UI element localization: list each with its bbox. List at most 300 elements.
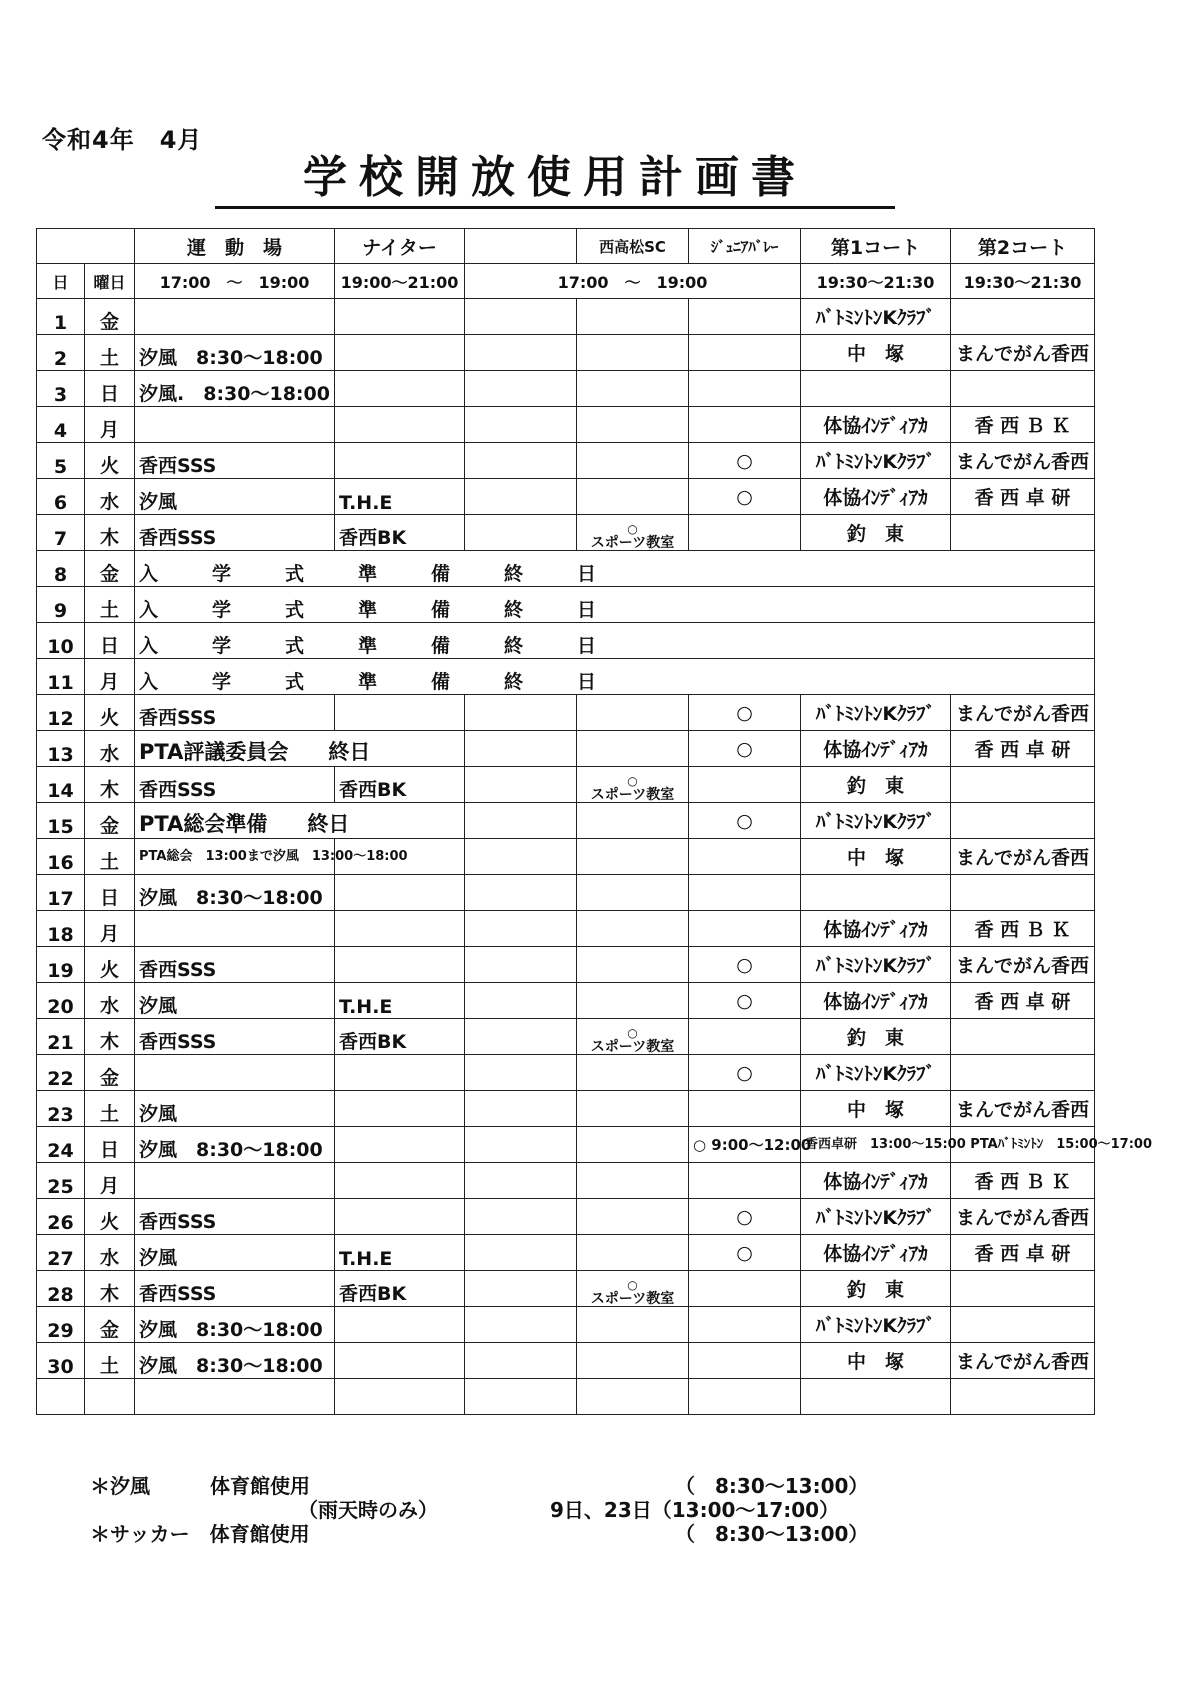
table-row: [37, 407, 1095, 443]
court1-cell: 香西卓研 13:00～15:00 PTAﾊﾞﾄﾐﾝﾄﾝ 15:00～17:00: [801, 1127, 951, 1163]
blank-cell: [465, 407, 577, 443]
naitaa-cell: 香西BK: [335, 1271, 465, 1307]
court2-cell: [951, 299, 1095, 335]
court2-cell: [951, 1271, 1095, 1307]
court1-cell: [801, 371, 951, 407]
junior-volley-cell: [689, 875, 801, 911]
subheader-gym-time: 17:00 ～ 19:00: [465, 264, 801, 299]
day-number: 24: [37, 1127, 85, 1163]
court2-cell: [951, 803, 1095, 839]
table-row: [37, 587, 1095, 623]
nishitakamatsu-cell: [577, 947, 689, 983]
court1-cell: ﾊﾞﾄﾐﾝﾄﾝKｸﾗﾌﾞ: [801, 1199, 951, 1235]
weekday: 水: [85, 731, 135, 767]
table-row: [37, 299, 1095, 335]
table-row: [37, 479, 1095, 515]
header-row: [37, 229, 1095, 264]
nishitakamatsu-cell: [577, 1019, 689, 1055]
full-day-event-name: 入学式準備: [139, 635, 505, 657]
junior-volley-cell: [689, 1343, 801, 1379]
weekday: 火: [85, 1199, 135, 1235]
naitaa-cell: 香西BK: [335, 767, 465, 803]
blank-cell: [465, 1127, 577, 1163]
court1-cell: ﾊﾞﾄﾐﾝﾄﾝKｸﾗﾌﾞ: [801, 695, 951, 731]
table-row: [37, 1199, 1095, 1235]
sports-mark: ○: [627, 1026, 638, 1040]
naitaa-cell: [335, 443, 465, 479]
full-day-event-name: 入学式準備: [139, 671, 505, 693]
header-blank-2: [465, 229, 577, 264]
naitaa-cell: [335, 299, 465, 335]
court1-cell: 釣 東: [801, 767, 951, 803]
court1-cell: ﾊﾞﾄﾐﾝﾄﾝKｸﾗﾌﾞ: [801, 299, 951, 335]
court1-cell: ﾊﾞﾄﾐﾝﾄﾝKｸﾗﾌﾞ: [801, 947, 951, 983]
table-row: [37, 659, 1095, 695]
table-row: [37, 1019, 1095, 1055]
weekday: 日: [85, 1127, 135, 1163]
naitaa-cell: [335, 947, 465, 983]
undoujou-cell: 香西SSS: [135, 695, 335, 731]
weekday: [85, 1379, 135, 1415]
blank-cell: [465, 1199, 577, 1235]
court1-cell: 体協ｲﾝﾃﾞｨｱｶ: [801, 1235, 951, 1271]
naitaa-cell: [335, 695, 465, 731]
naitaa-cell: [335, 1379, 465, 1415]
wide-event-duration: 終日: [307, 812, 350, 836]
nishitakamatsu-cell: [577, 1343, 689, 1379]
nishitakamatsu-cell: [577, 695, 689, 731]
nishitakamatsu-cell: [577, 1055, 689, 1091]
blank-cell: [465, 695, 577, 731]
court2-cell: 香 西 Ｂ Ｋ: [951, 911, 1095, 947]
schedule-table: [36, 228, 1152, 1415]
court2-cell: まんでがん香西: [951, 947, 1095, 983]
nishitakamatsu-cell: [577, 767, 689, 803]
nishitakamatsu-cell: [577, 443, 689, 479]
table-row: [37, 695, 1095, 731]
blank-cell: [465, 299, 577, 335]
junior-volley-cell: ○: [689, 695, 801, 731]
nishitakamatsu-cell: [577, 1127, 689, 1163]
day-number: 30: [37, 1343, 85, 1379]
court1-cell: 釣 東: [801, 1271, 951, 1307]
sports-mark: ○: [627, 774, 638, 788]
junior-volley-cell: [689, 515, 801, 551]
undoujou-cell: 汐風 8:30～18:00: [135, 335, 335, 371]
blank-cell: [465, 1379, 577, 1415]
nishitakamatsu-cell: [577, 371, 689, 407]
naitaa-cell: [335, 1127, 465, 1163]
nishitakamatsu-cell: [577, 1163, 689, 1199]
court2-cell: [951, 767, 1095, 803]
day-number: 2: [37, 335, 85, 371]
undoujou-cell: 汐風 8:30～18:00: [135, 1307, 335, 1343]
subheader-court2-time: 19:30～21:30: [951, 264, 1095, 299]
subheader-weekday: 曜日: [85, 264, 135, 299]
table-row: [37, 875, 1095, 911]
subheader-court1-time: 19:30～21:30: [801, 264, 951, 299]
weekday: 金: [85, 1055, 135, 1091]
nishitakamatsu-cell: [577, 335, 689, 371]
full-day-event: [135, 659, 1095, 695]
naitaa-cell: 香西BK: [335, 1019, 465, 1055]
naitaa-cell: [335, 911, 465, 947]
table-row: [37, 1379, 1095, 1415]
naitaa-cell: [335, 1343, 465, 1379]
nishitakamatsu-cell: [577, 731, 689, 767]
header-nishitakamatsu: 西高松SC: [577, 229, 689, 264]
court1-cell: 体協ｲﾝﾃﾞｨｱｶ: [801, 407, 951, 443]
junior-volley-cell: [689, 371, 801, 407]
court2-cell: まんでがん香西: [951, 443, 1095, 479]
court2-cell: [951, 371, 1095, 407]
blank-cell: [465, 1091, 577, 1127]
day-number: 6: [37, 479, 85, 515]
header-naitaa: ナイター: [335, 229, 465, 264]
full-day-event-duration: 終日: [504, 599, 651, 621]
court2-cell: まんでがん香西: [951, 695, 1095, 731]
blank-cell: [465, 1343, 577, 1379]
day-number: 7: [37, 515, 85, 551]
nishitakamatsu-cell: [577, 407, 689, 443]
blank-cell: [465, 947, 577, 983]
table-row: [37, 983, 1095, 1019]
junior-volley-cell: [689, 1019, 801, 1055]
undoujou-cell: [135, 1379, 335, 1415]
day-number: 11: [37, 659, 85, 695]
junior-volley-cell: [689, 299, 801, 335]
note-line3-left: ＊サッカー 体育館使用: [90, 1522, 310, 1546]
court2-cell: 香 西 卓 研: [951, 479, 1095, 515]
weekday: 月: [85, 659, 135, 695]
weekday: 日: [85, 623, 135, 659]
naitaa-cell: T.H.E: [335, 1235, 465, 1271]
day-number: 23: [37, 1091, 85, 1127]
naitaa-cell: T.H.E: [335, 479, 465, 515]
table-row: [37, 1055, 1095, 1091]
undoujou-cell: 香西SSS: [135, 443, 335, 479]
table-row: [37, 515, 1095, 551]
court1-cell: 体協ｲﾝﾃﾞｨｱｶ: [801, 479, 951, 515]
subheader-undoujou-time: 17:00 ～ 19:00: [135, 264, 335, 299]
naitaa-cell: [335, 335, 465, 371]
junior-volley-cell: [689, 1271, 801, 1307]
undoujou-cell: 汐風: [135, 983, 335, 1019]
table-row: [37, 839, 1095, 875]
weekday: 水: [85, 983, 135, 1019]
court2-cell: まんでがん香西: [951, 1199, 1095, 1235]
junior-volley-cell: ○: [689, 947, 801, 983]
naitaa-cell: [335, 1307, 465, 1343]
court1-cell: ﾊﾞﾄﾐﾝﾄﾝKｸﾗﾌﾞ: [801, 443, 951, 479]
weekday: 木: [85, 515, 135, 551]
wide-event-name: PTA評議委員会: [139, 740, 289, 764]
table-row: [37, 551, 1095, 587]
weekday: 土: [85, 1091, 135, 1127]
blank-cell: [465, 1271, 577, 1307]
court2-cell: まんでがん香西: [951, 839, 1095, 875]
nishitakamatsu-cell: [577, 1271, 689, 1307]
day-number: 14: [37, 767, 85, 803]
naitaa-cell: [335, 1055, 465, 1091]
weekday: 木: [85, 1019, 135, 1055]
day-number: 17: [37, 875, 85, 911]
junior-volley-cell: [689, 335, 801, 371]
naitaa-cell: [335, 875, 465, 911]
table-row: [37, 623, 1095, 659]
day-number: 21: [37, 1019, 85, 1055]
nishitakamatsu-cell: [577, 1091, 689, 1127]
weekday: 月: [85, 911, 135, 947]
undoujou-cell: [135, 911, 335, 947]
day-number: [37, 1379, 85, 1415]
naitaa-cell: 香西BK: [335, 515, 465, 551]
weekday: 日: [85, 371, 135, 407]
junior-volley-cell: ○: [689, 443, 801, 479]
nishitakamatsu-cell: [577, 803, 689, 839]
naitaa-cell: [335, 1091, 465, 1127]
weekday: 木: [85, 1271, 135, 1307]
junior-volley-cell: [689, 1091, 801, 1127]
header-court2: 第2コート: [951, 229, 1095, 264]
full-day-event-name: 入学式準備: [139, 599, 505, 621]
undoujou-cell: 香西SSS: [135, 515, 335, 551]
blank-cell: [465, 875, 577, 911]
day-number: 15: [37, 803, 85, 839]
junior-volley-cell: ○: [689, 731, 801, 767]
full-day-event: [135, 587, 1095, 623]
subheader-row: [37, 264, 1095, 299]
court2-cell: 香 西 Ｂ Ｋ: [951, 407, 1095, 443]
weekday: 土: [85, 839, 135, 875]
court1-cell: 体協ｲﾝﾃﾞｨｱｶ: [801, 911, 951, 947]
court1-cell: 釣 東: [801, 515, 951, 551]
blank-cell: [465, 1055, 577, 1091]
day-number: 19: [37, 947, 85, 983]
day-number: 1: [37, 299, 85, 335]
day-number: 20: [37, 983, 85, 1019]
day-number: 12: [37, 695, 85, 731]
nishitakamatsu-cell: [577, 911, 689, 947]
day-number: 22: [37, 1055, 85, 1091]
junior-volley-cell: [689, 1163, 801, 1199]
court1-cell: ﾊﾞﾄﾐﾝﾄﾝKｸﾗﾌﾞ: [801, 1055, 951, 1091]
blank-cell: [465, 1307, 577, 1343]
weekday: 土: [85, 335, 135, 371]
blank-cell: [465, 443, 577, 479]
court1-cell: 中 塚: [801, 1091, 951, 1127]
header-blank: [37, 229, 135, 264]
blank-cell: [465, 911, 577, 947]
junior-volley-cell: ○: [689, 803, 801, 839]
day-number: 13: [37, 731, 85, 767]
court1-cell: 中 塚: [801, 839, 951, 875]
day-number: 9: [37, 587, 85, 623]
weekday: 日: [85, 875, 135, 911]
junior-volley-cell: ○: [689, 1235, 801, 1271]
court2-cell: 香 西 卓 研: [951, 1235, 1095, 1271]
table-row: [37, 1271, 1095, 1307]
header-junior-volley: ｼﾞｭﾆｱﾊﾞﾚｰ: [689, 229, 801, 264]
table-row: [37, 1235, 1095, 1271]
junior-volley-cell: ○ 9:00～12:00: [689, 1127, 801, 1163]
note-line2-right: 9日、23日（13:00～17:00）: [550, 1498, 840, 1522]
nishitakamatsu-cell: [577, 1307, 689, 1343]
nishitakamatsu-cell: [577, 299, 689, 335]
table-row: [37, 911, 1095, 947]
blank-cell: [465, 515, 577, 551]
table-row: [37, 1307, 1095, 1343]
full-day-event-duration: 終日: [504, 563, 651, 585]
undoujou-cell: [135, 1055, 335, 1091]
nishitakamatsu-cell: [577, 1235, 689, 1271]
undoujou-cell: 香西SSS: [135, 947, 335, 983]
day-number: 28: [37, 1271, 85, 1307]
junior-volley-cell: [689, 767, 801, 803]
court1-cell: ﾊﾞﾄﾐﾝﾄﾝKｸﾗﾌﾞ: [801, 1307, 951, 1343]
day-number: 25: [37, 1163, 85, 1199]
sports-class: スポーツ教室: [590, 1039, 675, 1055]
sports-class: スポーツ教室: [590, 787, 675, 803]
court1-cell: 体協ｲﾝﾃﾞｨｱｶ: [801, 731, 951, 767]
court2-cell: [951, 1055, 1095, 1091]
court2-cell: [951, 515, 1095, 551]
note-line2-left: （雨天時のみ）: [298, 1498, 438, 1522]
day-number: 16: [37, 839, 85, 875]
junior-volley-cell: [689, 1307, 801, 1343]
nishitakamatsu-cell: [577, 839, 689, 875]
naitaa-cell: T.H.E: [335, 983, 465, 1019]
sports-class: スポーツ教室: [590, 1291, 675, 1307]
header-undoujou: 運 動 場: [135, 229, 335, 264]
undoujou-cell: 汐風: [135, 479, 335, 515]
note-line1-left: ＊汐風 体育館使用: [90, 1474, 310, 1498]
undoujou-cell: 汐風 8:30～18:00: [135, 1127, 335, 1163]
table-row: [37, 1343, 1095, 1379]
day-number: 3: [37, 371, 85, 407]
undoujou-cell: 香西SSS: [135, 767, 335, 803]
weekday: 金: [85, 299, 135, 335]
sports-mark: ○: [627, 522, 638, 536]
day-number: 4: [37, 407, 85, 443]
day-number: 18: [37, 911, 85, 947]
court2-cell: [951, 1307, 1095, 1343]
full-day-event: [135, 551, 1095, 587]
table-row: [37, 371, 1095, 407]
undoujou-cell: 汐風: [135, 1091, 335, 1127]
junior-volley-cell: ○: [689, 479, 801, 515]
table-row: [37, 1091, 1095, 1127]
blank-cell: [465, 371, 577, 407]
sports-mark: ○: [627, 1278, 638, 1292]
court2-cell: [951, 1019, 1095, 1055]
undoujou-cell: 香西SSS: [135, 1271, 335, 1307]
wide-event-name: PTA総会準備: [139, 812, 268, 836]
day-number: 5: [37, 443, 85, 479]
junior-volley-cell: ○: [689, 983, 801, 1019]
undoujou-cell: [135, 407, 335, 443]
note-line3-right: （ 8:30～13:00）: [675, 1522, 869, 1546]
full-day-event-name: 入学式準備: [139, 563, 505, 585]
day-number: 26: [37, 1199, 85, 1235]
court2-cell: [951, 875, 1095, 911]
court1-cell: ﾊﾞﾄﾐﾝﾄﾝKｸﾗﾌﾞ: [801, 803, 951, 839]
table-row: [37, 947, 1095, 983]
undoujou-cell: [135, 1163, 335, 1199]
table-row: [37, 731, 1095, 767]
undoujou-cell: 汐風. 8:30～18:00: [135, 371, 335, 407]
blank-cell: [465, 335, 577, 371]
document-title: 学校開放使用計画書: [215, 152, 895, 209]
table-row: [37, 767, 1095, 803]
weekday: 火: [85, 695, 135, 731]
court2-cell: 香 西 卓 研: [951, 731, 1095, 767]
undoujou-cell: 香西SSS: [135, 1019, 335, 1055]
full-day-event-duration: 終日: [504, 635, 651, 657]
court2-cell: [951, 1379, 1095, 1415]
blank-cell: [465, 1235, 577, 1271]
nishitakamatsu-cell: [577, 515, 689, 551]
note-line1-right: （ 8:30～13:00）: [675, 1474, 869, 1498]
undoujou-cell: 汐風 8:30～18:00: [135, 875, 335, 911]
court1-cell: 釣 東: [801, 1019, 951, 1055]
undoujou-cell: 香西SSS: [135, 1199, 335, 1235]
naitaa-cell: [335, 1163, 465, 1199]
wide-event-duration: 終日: [328, 740, 371, 764]
subheader-day: 日: [37, 264, 85, 299]
table-row: [37, 443, 1095, 479]
blank-cell: [465, 1163, 577, 1199]
junior-volley-cell: [689, 1379, 801, 1415]
court2-cell: 香 西 Ｂ Ｋ: [951, 1163, 1095, 1199]
junior-volley-cell: [689, 839, 801, 875]
weekday: 金: [85, 551, 135, 587]
court2-cell: まんでがん香西: [951, 1343, 1095, 1379]
court2-cell: まんでがん香西: [951, 1091, 1095, 1127]
blank-cell: [465, 1019, 577, 1055]
undoujou-cell: 汐風 8:30～18:00: [135, 1343, 335, 1379]
court2-cell: 香 西 卓 研: [951, 983, 1095, 1019]
weekday: 木: [85, 767, 135, 803]
weekday: 火: [85, 947, 135, 983]
day-number: 10: [37, 623, 85, 659]
blank-cell: [465, 767, 577, 803]
era-label: 令和4年 4月: [42, 126, 203, 154]
weekday: 水: [85, 1235, 135, 1271]
full-day-event-duration: 終日: [504, 671, 651, 693]
table-row: [37, 335, 1095, 371]
weekday: 土: [85, 587, 135, 623]
table-row: [37, 1127, 1095, 1163]
weekday: 土: [85, 1343, 135, 1379]
nishitakamatsu-cell: [577, 875, 689, 911]
weekday: 金: [85, 803, 135, 839]
court1-cell: 体協ｲﾝﾃﾞｨｱｶ: [801, 983, 951, 1019]
weekday: 火: [85, 443, 135, 479]
weekday: 水: [85, 479, 135, 515]
blank-cell: [465, 839, 577, 875]
sports-class: スポーツ教室: [590, 535, 675, 551]
table-row: [37, 803, 1095, 839]
undoujou-cell: 汐風: [135, 1235, 335, 1271]
header-court1: 第1コート: [801, 229, 951, 264]
nishitakamatsu-cell: [577, 1199, 689, 1235]
court1-cell: 体協ｲﾝﾃﾞｨｱｶ: [801, 1163, 951, 1199]
court1-cell: [801, 875, 951, 911]
blank-cell: [465, 479, 577, 515]
day-number: 8: [37, 551, 85, 587]
undoujou-cell: [135, 299, 335, 335]
